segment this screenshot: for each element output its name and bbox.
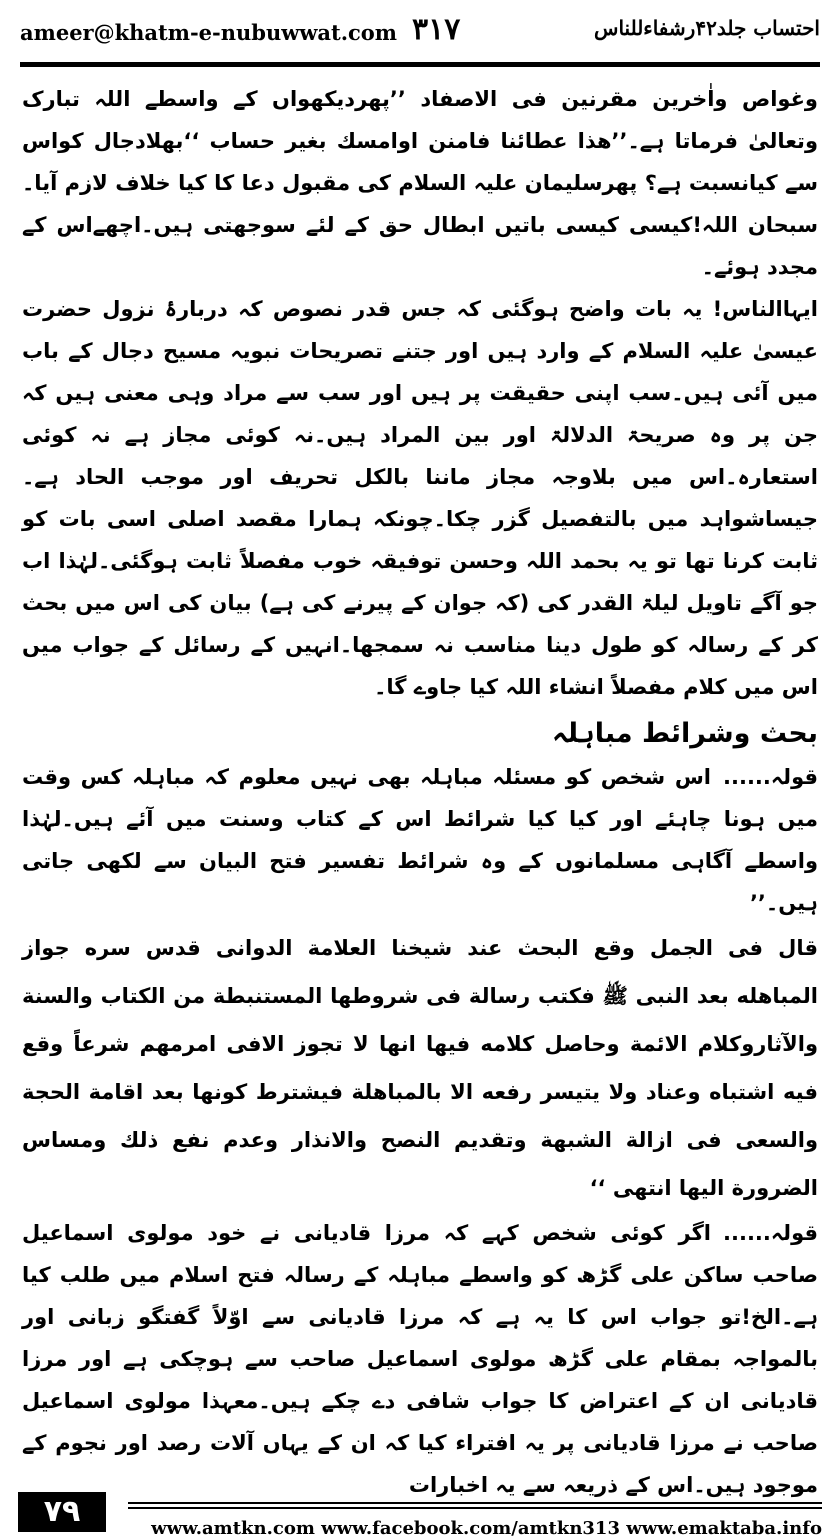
arabic-quotation: قال فى الجمل وقع البحث عند شيخنا العلامة الدوانى قدس سره جواز المباهله بعد النبى ﷺ فكتب رسالة فى شروطها المستنبطة من الكتاب والسنة والآثاروكلام الائمة وحاصل كلامه فيها انها لا تجوز الافى امرمهم شرعاً وقع فيه اشتباه وعناد ولا يتيسر رفعه الا بالمباهلة فيشترط كونها بعد اقامة الحجة والسعى فى ازالة الشبهة وتقديم النصح والانذار وعدم نفع ذلك ومساس الضرورة اليها انتهى ‘‘ <box>22 936 818 1200</box>
footer-links: www.amtkn.com www.facebook.com/amtkn313 www.emaktaba.info <box>151 1518 822 1539</box>
qaul-label-2: قولہ...... <box>723 1221 818 1245</box>
paragraph-1: وغواص واٰخرين مقرنين فى الاصفاد ’’پھردیکھواں کے واسطے اللہ تبارک وتعالیٰ فرماتا ہے۔’’ھذا عطائنا فامنن اوامسك بغير حساب ‘‘بھلادجال کواس سے کیانسبت ہے؟ پھرسلیمان علیہ السلام کی مقبول دعا کا کیا خلاف لازم آیا۔سبحان اللہ!کیسی کیسی باتیں ابطال حق کے لئے سوجھتی ہیں۔اچھےاس کے مجدد ہوئے۔ <box>22 87 818 279</box>
qaul-paragraph-1 <box>22 756 818 924</box>
header-title: احتساب جلد۴۲رشفاءللناس <box>594 16 820 40</box>
section-heading: بحث وشرائط مباہلہ <box>552 718 818 749</box>
header-divider <box>20 62 820 67</box>
footer-page-number: ۷۹ <box>18 1492 106 1532</box>
qaul-text-2: اگر کوئی شخص کہے کہ مرزا قادیانی نے خود مولوی اسماعیل صاحب ساکن علی گڑھ کو واسطے مباہلہ کے رسالہ فتح اسلام میں طلب کیا ہے۔الخ!تو جواب اس کا یہ ہے کہ مرزا قادیانی سے اوّلاً گفتگو زبانی اور بالمواجہ بمقام علی گڑھ مولوی اسماعیل صاحب سے ہوچکی ہے اور مرزا قادیانی ان کے اعتراض کا جواب شافی دے چکے ہیں۔معہذا مولوی اسماعیل صاحب نے مرزا قادیانی پر یہ افتراء کیا کہ ان کے یہاں آلات رصد اور نجوم کے موجود ہیں۔اس کے ذریعہ سے یہ اخبارات <box>22 1221 818 1497</box>
qaul-label-1: قولہ...... <box>723 765 818 789</box>
header-page-number: ۳۱۷ <box>412 12 461 47</box>
page-footer <box>18 1492 822 1539</box>
page-header <box>20 12 820 60</box>
header-email: ameer@khatm-e-nubuwwat.com <box>20 20 398 45</box>
main-text <box>22 78 818 1506</box>
qaul-text-1: اس شخص کو مسئلہ مباہلہ بھی نہیں معلوم کہ مباہلہ کس وقت میں ہونا چاہئے اور کیا کیا شرائط اس کے کتاب وسنت میں آئے ہیں۔لہٰذا واسطے آگاہی مسلمانوں کے وہ شرائط تفسیر فتح البیان سے لکھی جاتی ہیں۔’’ <box>22 765 818 915</box>
paragraph-2: ایہاالناس! یہ بات واضح ہوگئی کہ جس قدر نصوص کہ دربارۂ نزول حضرت عیسیٰ علیہ السلام کے وارد ہیں اور جتنے تصریحات نبویہ مسیح دجال کے باب میں آئی ہیں۔سب اپنی حقیقت پر ہیں اور سب سے مراد وہی معنی ہیں کہ جن پر وہ صریحۃ الدلالۃ اور بین المراد ہیں۔نہ کوئی مجاز ہے نہ کوئی استعارہ۔اس میں بلاوجہ مجاز ماننا بالکل تحریف اور موجب الحاد ہے۔جیساشواہد میں بالتفصیل گزر چکا۔چونکہ ہمارا مقصد اصلی اسی بات کو ثابت کرنا تھا تو یہ بحمد اللہ وحسن توفیقہ خوب مفصلاً ثابت ہوگئی۔لہٰذا اب جو آگے تاویل لیلۃ القدر کی (کہ جوان کے پیرنے کی ہے) بیان کی اس میں بحث کر کے رسالہ کو طول دینا مناسب نہ سمجھا۔انہیں کے رسائل کے جواب میں اس میں کلام مفصلاً انشاء اللہ کیا جاوے گا۔ <box>22 297 818 699</box>
qaul-paragraph-2 <box>22 1212 818 1506</box>
footer-divider <box>128 1502 822 1512</box>
